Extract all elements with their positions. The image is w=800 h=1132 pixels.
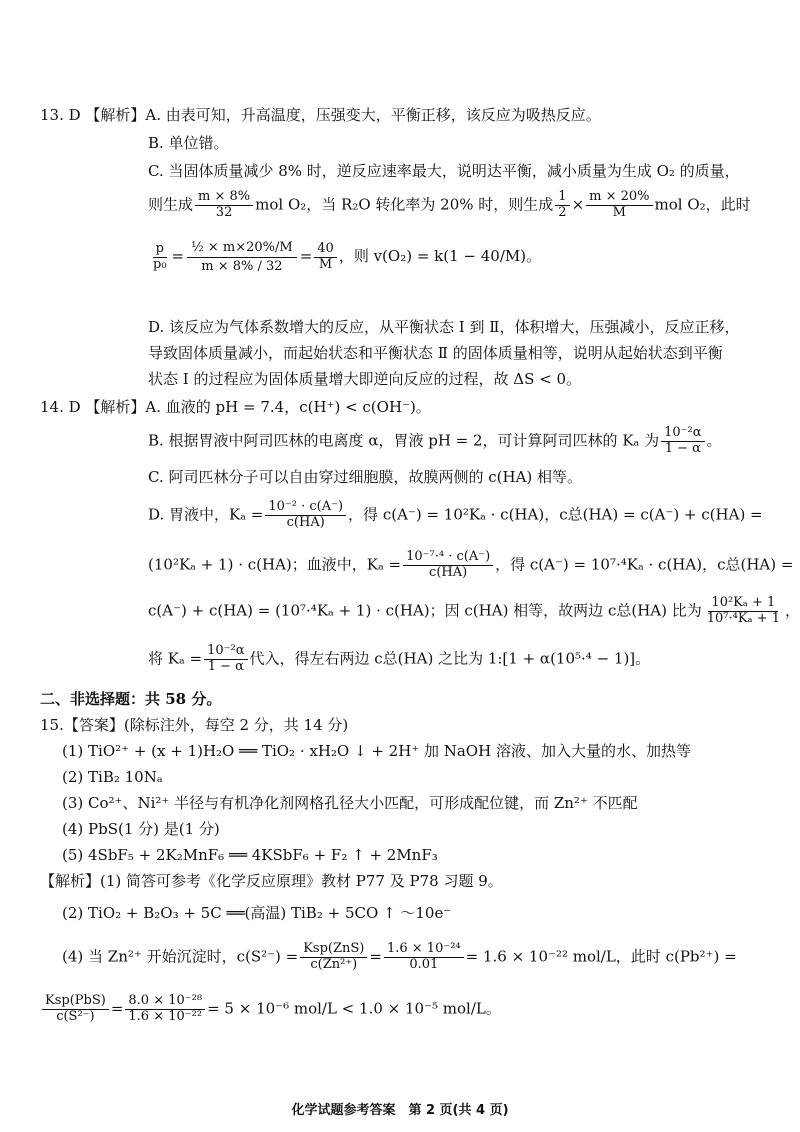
q15-j4-frac2 (384, 942, 464, 973)
q13-c2-frac1 (195, 190, 253, 221)
frac-num: 10²Kₐ + 1 (708, 596, 778, 612)
q13-d2: 导致固体质量减小，而起始状态和平衡状态 Ⅱ 的固体质量相等，说明从起始状态到平衡 (148, 344, 723, 362)
q14-d4 (148, 644, 650, 675)
q14-d3-frac (704, 596, 783, 627)
q15-j5 (40, 994, 501, 1025)
q13-b: B. 单位错。 (148, 134, 229, 152)
q14-d3 (148, 596, 800, 627)
frac-den: 2 (558, 204, 567, 220)
q14-d3-pre: c(A⁻) + c(HA) = (10⁷·⁴Kₐ + 1) · c(HA)；因 c(HA) 相等，故两边 c总(HA) 比为 (148, 601, 702, 620)
q14-d1-frac (265, 500, 346, 531)
q13-c3-bigfrac (187, 240, 297, 274)
q15-j2: (2) TiO₂ + B₂O₃ + 5C ══(高温) TiB₂ + 5CO ↑ ～10e⁻ (62, 904, 452, 922)
q13-c2-mid: mol O₂，当 R₂O 转化率为 20% 时，则生成 (255, 195, 554, 214)
q14-d1-post: ，得 c(A⁻) = 10²Kₐ · c(HA)，c总(HA) = c(A⁻) + c(HA) = (348, 505, 763, 524)
q13-c2-frac3 (586, 190, 652, 221)
q14-c: C. 阿司匹林分子可以自由穿过细胞膜，故膜两侧的 c(HA) 相等。 (148, 468, 583, 486)
q15-head: 15.【答案】(除标注外，每空 2 分，共 14 分) (40, 716, 349, 734)
frac-den: p₀ (153, 256, 167, 272)
q13-c1: C. 当固体质量减少 8% 时，逆反应速率最大，说明达平衡，减小质量为生成 O₂ 的质量， (148, 162, 740, 180)
q13-c2-frac2 (555, 190, 569, 221)
q15-a4: (4) PbS(1 分) 是(1 分) (62, 820, 220, 838)
frac-den: c(HA) (429, 564, 468, 580)
q15-j5-frac2 (125, 994, 205, 1025)
q14-d4-post: 代入，得左右两边 c总(HA) 之比为 1:[1 + α(10⁵·⁴ − 1)]。 (249, 649, 651, 668)
frac-num: m × 20% (586, 190, 652, 206)
q15-j4-post: = 1.6 × 10⁻²² mol/L，此时 c(Pb²⁺) = (465, 947, 737, 966)
q13-c2-pre: 则生成 (148, 195, 194, 214)
q14-head: 14. D 【解析】A. 血液的 pH = 7.4，c(H⁺) < c(OH⁻)。 (40, 398, 431, 416)
equals: = (299, 247, 313, 266)
q13-c2 (148, 190, 751, 221)
frac-num: 10⁻⁷·⁴ · c(A⁻) (403, 550, 493, 566)
q14-d2-frac (403, 550, 493, 581)
frac-num: 1.6 × 10⁻²⁴ (384, 942, 464, 958)
q14-d4-frac (204, 644, 247, 675)
q14-d3-post: ， (785, 601, 800, 620)
q14-d2-post: ，得 c(A⁻) = 10⁷·⁴Kₐ · c(HA)，c总(HA) = (495, 555, 794, 574)
q15-a1: (1) TiO²⁺ + (x + 1)H₂O ══ TiO₂ · xH₂O ↓ + 2H⁺ 加 NaOH 溶液、加入大量的水、加热等 (62, 742, 691, 760)
frac-num: 10⁻²α (204, 644, 247, 660)
q13-head: 13. D 【解析】A. 由表可知，升高温度，压强变大，平衡正移，该反应为吸热反应。 (40, 106, 601, 124)
q13-c2-post: mol O₂，此时 (654, 195, 751, 214)
frac-num: Ksp(ZnS) (300, 942, 367, 958)
frac-den: M (612, 204, 626, 220)
frac-num: 10⁻² · c(A⁻) (265, 500, 346, 516)
page-footer: 化学试题参考答案 第 2 页(共 4 页) (291, 1103, 509, 1118)
frac-den: c(HA) (286, 514, 325, 530)
frac-num: 40 (314, 242, 337, 258)
frac-den: 10⁷·⁴Kₐ + 1 (706, 610, 781, 626)
q14-b (148, 426, 722, 457)
q13-c3 (148, 240, 541, 274)
q13-c3-lhs (150, 242, 170, 273)
frac-den: 32 (215, 204, 233, 220)
q14-d4-pre: 将 Kₐ = (148, 649, 203, 668)
q13-d1: D. 该反应为气体系数增大的反应，从平衡状态 Ⅰ 到 Ⅱ，体积增大，压强减小，反应正移， (148, 318, 740, 336)
q15-a3: (3) Co²⁺、Ni²⁺ 半径与有机净化剂网格孔径大小匹配，可形成配位键，而 Zn²⁺ 不匹配 (62, 794, 638, 812)
frac-num: ½ × m×20%/M (187, 240, 297, 258)
q14-b-post: 。 (706, 431, 722, 450)
frac-den: 1 − α (207, 658, 244, 674)
q15-a5: (5) 4SbF₅ + 2K₂MnF₆ ══ 4KSbF₆ + F₂ ↑ + 2MnF₃ (62, 846, 438, 864)
q15-j4-frac1 (300, 942, 367, 973)
section-heading: 二、非选择题：共 58 分。 (40, 690, 222, 708)
frac-den: 1 − α (664, 440, 701, 456)
q15-j5-post: = 5 × 10⁻⁶ mol/L < 1.0 × 10⁻⁵ mol/L。 (207, 999, 501, 1018)
q15-j5-frac1 (42, 994, 109, 1025)
q15-j4 (62, 942, 737, 973)
frac-num: Ksp(PbS) (42, 994, 109, 1010)
frac-den: c(S²⁻) (56, 1008, 95, 1024)
q13-c3-frac (314, 242, 337, 273)
q14-b-frac (661, 426, 704, 457)
q14-d2 (148, 550, 793, 581)
q14-b-pre: B. 根据胃液中阿司匹林的电离度 α，胃液 pH = 2，可计算阿司匹林的 Kₐ 为 (148, 431, 660, 450)
q14-d2-pre: (10²Kₐ + 1) · c(HA)；血液中，Kₐ = (148, 555, 402, 574)
equals: = (369, 947, 382, 966)
frac-num: 10⁻²α (661, 426, 704, 442)
q15-a2: (2) TiB₂ 10Nₐ (62, 768, 163, 786)
q13-d3: 状态 Ⅰ 的过程应为固体质量增大即逆向反应的过程，故 ΔS < 0。 (148, 370, 581, 388)
equals: = (171, 247, 185, 266)
frac-num: 8.0 × 10⁻²⁸ (125, 994, 205, 1010)
frac-den: 0.01 (409, 956, 439, 972)
frac-den: M (318, 256, 333, 272)
frac-den: c(Zn²⁺) (310, 956, 358, 972)
q15-j4-pre: (4) 当 Zn²⁺ 开始沉淀时，c(S²⁻) = (62, 947, 299, 966)
frac-den: m × 8% / 32 (201, 258, 283, 274)
q14-d1-pre: D. 胃液中，Kₐ = (148, 505, 264, 524)
frac-num: m × 8% (195, 190, 253, 206)
equals: = (110, 999, 124, 1018)
frac-num: p (153, 242, 167, 258)
q13-c3-post: ，则 v(O₂) = k(1 − 40/M)。 (338, 247, 542, 266)
q13-c2-times: × (571, 195, 585, 214)
q14-d1 (148, 500, 763, 531)
frac-den: 1.6 × 10⁻²² (128, 1008, 203, 1024)
frac-num: 1 (555, 190, 569, 206)
q15-j1: 【解析】(1) 简答可参考《化学反应原理》教材 P77 及 P78 习题 9。 (40, 872, 503, 890)
